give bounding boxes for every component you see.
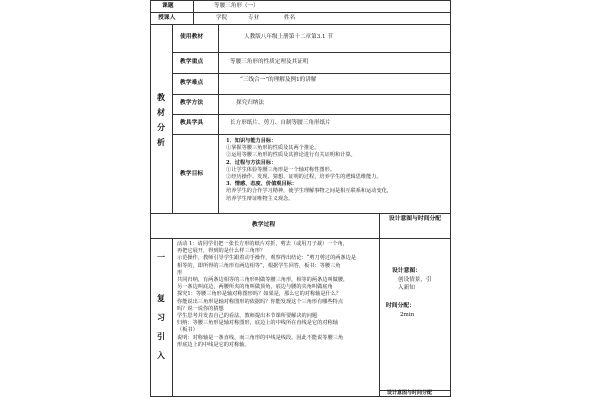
process-line: 另一条边叫底边，两腰所夹的角叫做顶角，底边与腰的夹角叫做底角 (177, 284, 333, 291)
goal-line: 2．过程与方法目标： (226, 159, 277, 166)
rule (150, 0, 450, 1)
rule (450, 0, 451, 397)
row-value-key-point: 等腰三角形的性质定理及其证明 (230, 59, 309, 65)
row-label-difficulty: 教学难点 (180, 80, 204, 86)
lesson-plan-table (150, 0, 450, 400)
process-line: 活动 1：请同学们把一张长方形的纸片对折，剪去（或用刀子裁）一个角， (177, 241, 348, 247)
topic-label: 课题 (162, 3, 174, 9)
side-label-char: 教 (157, 92, 165, 102)
process-header: 教学过程 (252, 222, 276, 228)
goal-line: 培养学生的合作学习精神，使学生理解事物之间是相互联系和运动变化， (226, 188, 393, 195)
process-line: 形 (177, 269, 183, 276)
process-line: 形底边上的中线是它的对称轴。 (177, 341, 250, 348)
rule (379, 213, 380, 396)
side-label-char: 析 (157, 137, 165, 147)
rule (150, 238, 450, 239)
row-label-textbook: 使用教材 (180, 34, 204, 40)
goal-line: ①掌握等腰三角形的性质及其两个推论。 (226, 145, 320, 152)
side-label-char: 引 (157, 331, 165, 341)
rule (172, 238, 173, 396)
process-line: 你能说出三角形是轴对称图形的依据吗？你能发现这个三角形有哪些特点 (177, 298, 344, 305)
side-label-char: 一 (157, 252, 165, 262)
time-value: 2min (400, 312, 415, 318)
rule (172, 134, 450, 135)
rule (172, 52, 450, 53)
process-line: 说明：对称轴是一条直线，而三角形的中线是线段，因此不能说等腰三角 (177, 334, 344, 341)
footer-design-header: 设计意图与时间分配 (387, 390, 433, 396)
design-intent-line: 创设情景，引 (398, 277, 432, 283)
row-value-textbook: 人教版八年级上册第十二章第3.1 节 (244, 34, 333, 40)
rule (193, 0, 194, 24)
rule (172, 94, 450, 95)
process-line: 学生思考并发表自己的看法，教师提出本节课所要解决的问题 (177, 313, 318, 320)
side-label-char: 分 (157, 122, 165, 132)
lecturer-label: 授课人 (158, 15, 176, 21)
goal-line: ②运用等腰三角形的性质及其推论进行有关证明和计算。 (226, 152, 356, 159)
rule (172, 24, 173, 213)
row-label-method: 教学方法 (180, 100, 204, 106)
rule (150, 213, 450, 214)
process-line: 再把它展开，得到的是什么样三角形？ (177, 248, 266, 255)
design-header: 设计意图与时间分配 (388, 216, 442, 222)
row-label-goals: 教学目标 (180, 171, 204, 177)
time-title: 时间分配： (386, 303, 415, 309)
row-value-method: 探究归纳法 (236, 100, 264, 106)
goals-text (226, 138, 392, 203)
side-label-char: 入 (157, 350, 165, 360)
topic-value: 等腰三角形（一） (214, 3, 259, 9)
process-line: 归纳：等腰三角形是轴对称图形，底边上的中线所在直线是它的对称轴 (177, 320, 338, 327)
goal-line: 3．情感、态度、价值观目标： (226, 181, 298, 188)
side-label-char: 材 (157, 107, 165, 117)
rule (150, 24, 450, 25)
process-line: 共同归纳，有两条边相等的三角形叫做等腰三角形，相等的两条边叫做腰， (177, 277, 349, 284)
rule (172, 114, 450, 115)
lecturer-major: 专业 (248, 15, 260, 21)
rule (150, 12, 450, 13)
lecturer-college: 学院 (216, 15, 228, 21)
design-intent-title: 设计意图： (392, 268, 421, 274)
process-line: 示范操作，教师引导学生跟着动手操作，观察得出结论：“剪刀剪过的两条边是 (177, 255, 357, 262)
process-text (177, 241, 356, 349)
row-value-tools: 长方形纸片、剪刀、自制等腰三角形纸片 (230, 120, 331, 126)
row-value-difficulty: “三线合一”的理解及例1的讲解 (240, 77, 317, 83)
side-label-char: 复 (157, 293, 165, 303)
rule (150, 0, 151, 397)
design-intent-line: 入新知 (398, 285, 415, 291)
goal-line: 1．知识与能力目标： (226, 138, 277, 144)
rule (218, 24, 219, 213)
side-label-char: 习 (157, 312, 165, 322)
goal-line: 培养学生辩证唯物主义观念。 (226, 195, 294, 202)
goal-line: ①让学生体验等腰三角形是一个轴对称性图形。 (226, 166, 335, 173)
process-line: 吗？说一说你的猜想 (177, 305, 224, 312)
process-line: 探究1：等腰三角形是轴对称图形吗？如果是，那么它的对称轴是什么？ (177, 291, 342, 298)
process-line: 相等的，即所得的三角形有两边相等”，根据学生回答，板书：等腰三角 (177, 262, 341, 269)
row-label-key-point: 教学重点 (180, 59, 204, 65)
process-line: （板书） (177, 327, 198, 334)
rule (172, 73, 450, 74)
lecturer-name: 姓名 (284, 15, 296, 21)
row-label-tools: 教具学具 (180, 120, 204, 126)
goal-line: ②经历操作、发现、猜想、证明的过程，培养学生的逻辑思维能力。 (226, 174, 382, 181)
